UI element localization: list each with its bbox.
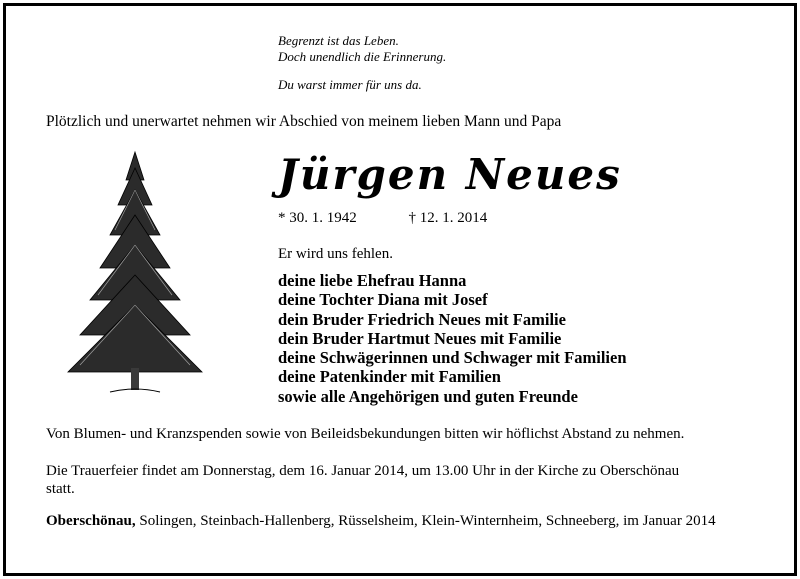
places-line: [46, 512, 736, 530]
mourner-line: dein Bruder Friedrich Neues mit Familie: [278, 309, 566, 329]
birth-date: * 30. 1. 1942: [278, 210, 357, 226]
fir-tree-illustration: [60, 150, 210, 402]
poem-line-1: Begrenzt ist das Leben.: [278, 33, 399, 48]
deceased-name: Jürgen Neues: [278, 150, 622, 199]
flowers-notice: Von Blumen- und Kranzspenden sowie von Beileidsbekundungen bitten wir höflichst Abstand zu nehmen.: [46, 426, 685, 442]
death-date: † 12. 1. 2014: [408, 210, 488, 226]
intro-text: Plötzlich und unerwartet nehmen wir Abschied von meinem lieben Mann und Papa: [46, 113, 562, 130]
miss-text: Er wird uns fehlen.: [278, 246, 393, 262]
mourner-line: sowie alle Angehörigen und guten Freunde: [278, 386, 578, 406]
mourner-line: deine Tochter Diana mit Josef: [278, 290, 488, 310]
place-rest: Solingen, Steinbach-Hallenberg, Rüsselsheim, Klein-Winternheim, Schneeberg, im Januar 2014: [135, 513, 716, 529]
poem-line-3: Du warst immer für uns da.: [278, 77, 422, 92]
mourners-list: [278, 271, 627, 406]
mourner-line: dein Bruder Hartmut Neues mit Familie: [278, 328, 562, 348]
funeral-notice: Die Trauerfeier findet am Donnerstag, dem 16. Januar 2014, um 13.00 Uhr in der Kirche zu Oberschönau statt.: [46, 463, 680, 497]
mourner-line: deine Schwägerinnen und Schwager mit Familien: [278, 348, 627, 368]
poem: [278, 33, 446, 93]
poem-line-2: Doch unendlich die Erinnerung.: [278, 49, 447, 64]
life-dates: [278, 210, 487, 227]
mourner-line: deine Patenkinder mit Familien: [278, 367, 501, 387]
mourner-line: deine liebe Ehefrau Hanna: [278, 271, 467, 290]
place-main: Oberschönau,: [46, 513, 136, 529]
